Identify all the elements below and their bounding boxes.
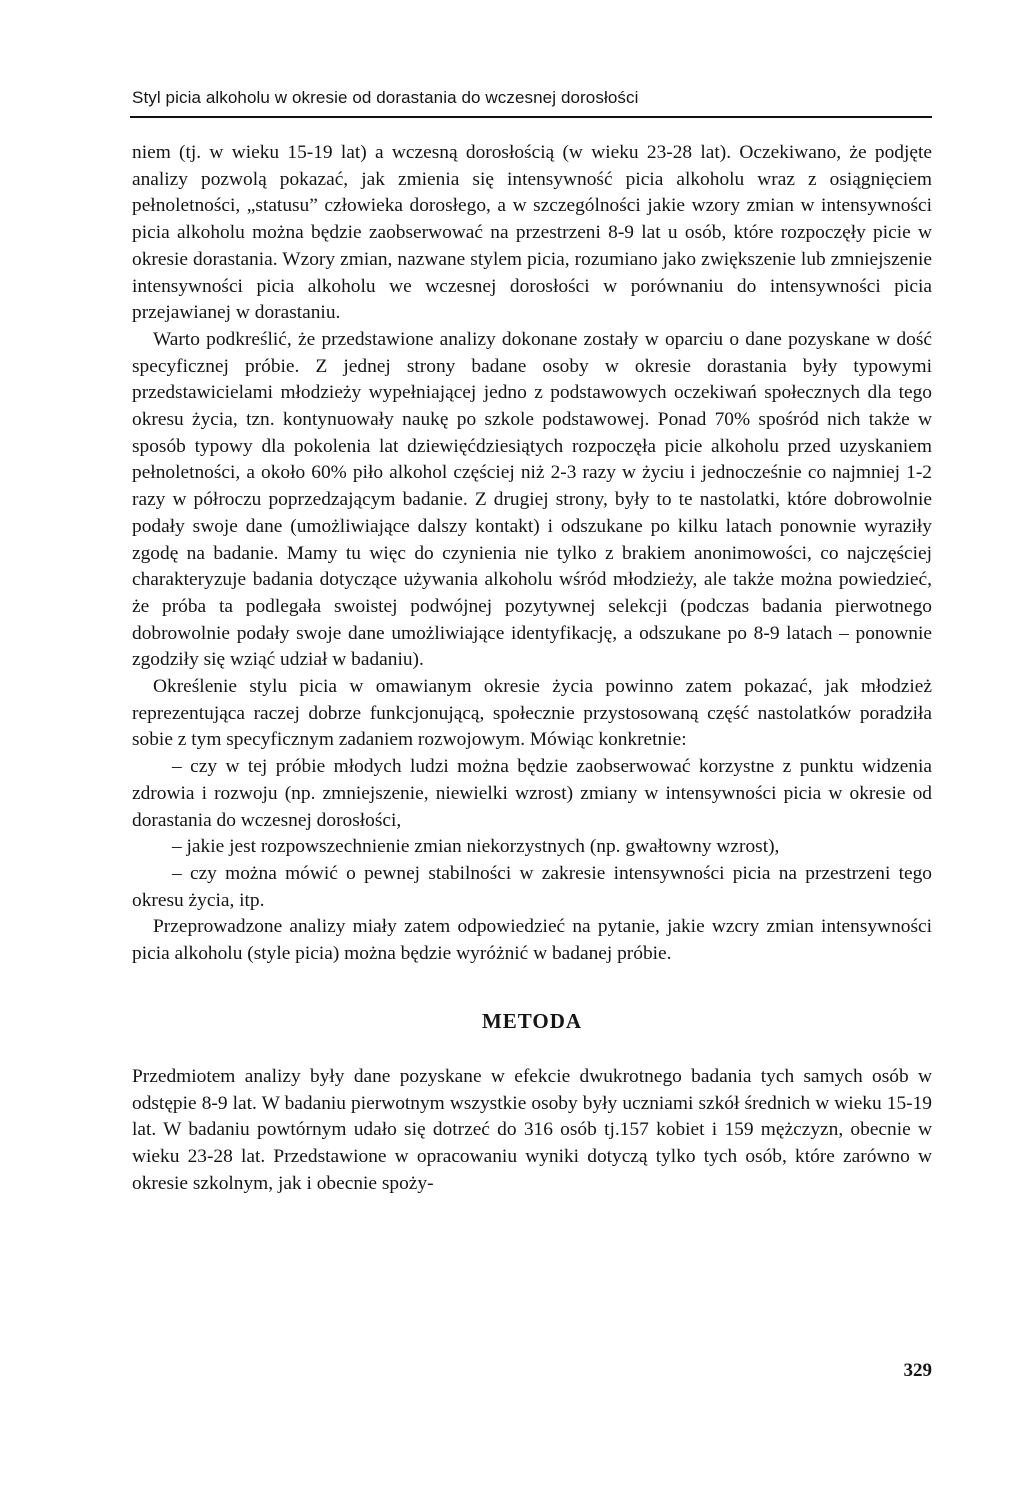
page-body	[132, 140, 932, 1197]
paragraph-3: Określenie stylu picia w omawianym okresie życia powinno zatem pokazać, jak młodzież reprezentująca raczej dobrze funkcjonującą, społecznie przystosowaną część nastolatków poradziła sobie z tym specyficznym zadaniem rozwojowym. Mówiąc konkretnie:	[132, 676, 932, 751]
paragraph-5: Przedmiotem analizy były dane pozyskane w efekcie dwukrotnego badania tych samych osób w odstępie 8-9 lat. W badaniu pierwotnym wszystkie osoby były uczniami szkół średnich w wieku 15-19 lat. W badaniu powtórnym udało się dotrzeć do 316 osób tj.157 kobiet i 159 mężczyzn, obecnie w wieku 23-28 lat. Przedstawione w opracowaniu wyniki dotyczą tylko tych osób, które zarówno w okresie szkolnym, jak i obecnie spoży-	[132, 1065, 932, 1194]
header-rule	[130, 116, 932, 118]
page-number: 329	[903, 1360, 932, 1381]
list-item-1: – czy w tej próbie młodych ludzi można będzie zaobserwować korzystne z punktu widzenia zdrowia i rozwoju (np. zmniejszenie, niewielki wzrost) zmiany w intensywności picia w okresie od dorastania do wczesnej dorosłości,	[132, 756, 932, 831]
running-header: Styl picia alkoholu w okresie od dorastania do wczesnej dorosłości	[132, 88, 639, 107]
paragraph-4: Przeprowadzone analizy miały zatem odpowiedzieć na pytanie, jakie wzcry zmian intensywności picia alkoholu (style picia) można będzie wyróżnić w badanej próbie.	[132, 916, 932, 965]
list-item-2: – jakie jest rozpowszechnienie zmian niekorzystnych (np. gwałtowny wzrost),	[172, 836, 780, 858]
section-heading: METODA	[481, 1008, 583, 1033]
paragraph-2: Warto podkreślić, że przedstawione analizy dokonane zostały w oparciu o dane pozyskane w dość specyficznej próbie. Z jednej strony badane osoby w okresie dorastania były typowymi przedstawicielami młodzieży wypełniającej jedno z podstawowych oczekiwań społecznych dla tego okresu życia, tzn. kontynuowały naukę po szkole podstawowej. Ponad 70% spośród nich także w sposób typowy dla pokolenia lat dziewięćdziesiątych rozpoczęła picie alkoholu przed uzyskaniem pełnoletności, a około 60% piło alkohol częściej niż 2-3 razy w życiu i jednocześnie co najmniej 1-2 razy w półroczu poprzedzającym badanie. Z drugiej strony, były to te nastolatki, które dobrowolnie podały swoje dane (umożliwiające dalszy kontakt) i odszukane po kilku latach ponownie wyraziły zgodę na badanie. Mamy tu więc do czynienia nie tylko z brakiem anonimowości, co najczęściej charakteryzuje badania dotyczące używania alkoholu wśród młodzieży, ale także można powiedzieć, że próba ta podlegała swoistej podwójnej pozytywnej selekcji (podczas badania pierwotnego dobrowolnie podały swoje dane umożliwiające identyfikację, a odszukane po 8-9 latach – ponownie zgodziły się wziąć udział w badaniu).	[132, 328, 932, 671]
list-item-3: – czy można mówić o pewnej stabilności w zakresie intensywności picia na przestrzeni tego okresu życia, itp.	[132, 862, 932, 911]
paragraph-1: niem (tj. w wieku 15-19 lat) a wczesną dorosłością (w wieku 23-28 lat). Oczekiwano, że podjęte analizy pozwolą pokazać, jak zmienia się intensywność picia alkoholu wraz z osiągnięciem pełnoletności, „statusu” człowieka dorosłego, a w szczególności jakie wzory zmian w intensywności picia alkoholu można będzie zaobserwować na przestrzeni 8-9 lat u osób, które rozpoczęły picie w okresie dorastania. Wzory zmian, nazwane stylem picia, rozumiano jako zwiększenie lub zmniejszenie intensywności picia alkoholu we wczesnej dorosłości w porównaniu do intensywności picia przejawianej w dorastaniu.	[132, 142, 932, 324]
